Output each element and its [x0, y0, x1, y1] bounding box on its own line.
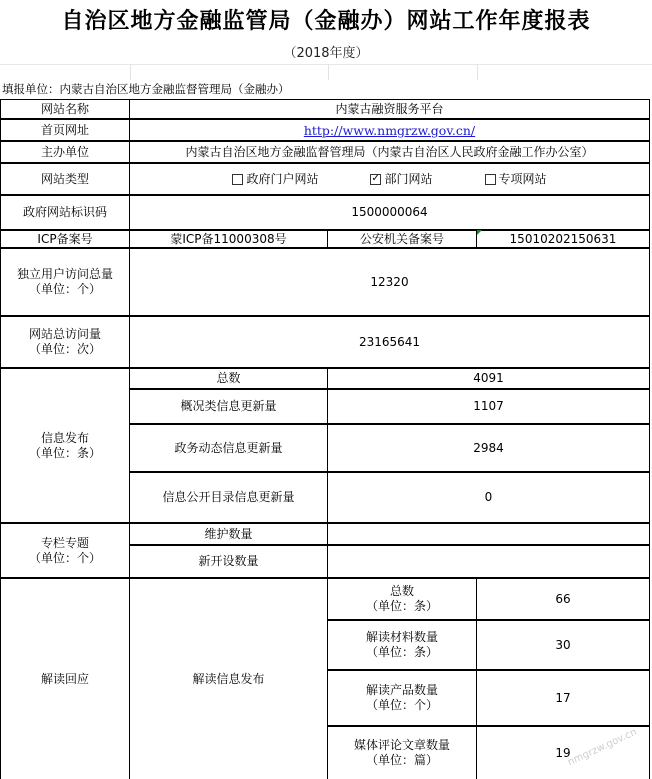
- interp-total-label: 总数 （单位：条）: [327, 578, 477, 620]
- checkbox-checked-icon[interactable]: [370, 174, 381, 185]
- interp-material-label: 解读材料数量 （单位：条）: [327, 620, 477, 670]
- interp-media-value: 19: [476, 726, 650, 779]
- info-total-value: 4091: [327, 368, 650, 389]
- checkbox-icon[interactable]: [232, 174, 243, 185]
- column-maintain-value: [327, 523, 650, 545]
- interp-media-label: 媒体评论文章数量 （单位：篇）: [327, 726, 477, 779]
- column-label: 专栏专题 （单位：个）: [0, 523, 130, 578]
- watermark: nmgrzw.gov.cn: [566, 726, 639, 769]
- info-label: 信息发布 （单位：条）: [0, 368, 130, 523]
- sponsor-label: 主办单位: [0, 141, 130, 163]
- uv-label: 独立用户访问总量 （单位：个）: [0, 248, 130, 316]
- grid-line: [130, 64, 131, 80]
- checkbox-icon[interactable]: [485, 174, 496, 185]
- site-type-label: 网站类型: [0, 163, 130, 195]
- column-new-label: 新开设数量: [129, 545, 328, 578]
- column-maintain-label: 维护数量: [129, 523, 328, 545]
- site-type-portal[interactable]: 政府门户网站: [232, 172, 318, 187]
- psb-value: 15010202150631: [476, 230, 650, 248]
- interp-label: 解读回应: [0, 578, 130, 779]
- icp-label: ICP备案号: [0, 230, 130, 248]
- grid-line: [477, 64, 478, 80]
- interp-total-value: 66: [476, 578, 650, 620]
- info-news-value: 2984: [327, 424, 650, 472]
- filler-unit: 填报单位：内蒙古自治区地方金融监督管理局（金融办）: [2, 82, 290, 96]
- gov-id-value: 1500000064: [129, 195, 650, 230]
- pv-label: 网站总访问量 （单位：次）: [0, 316, 130, 368]
- icp-value: 蒙ICP备11000308号: [129, 230, 328, 248]
- interp-product-value: 17: [476, 670, 650, 726]
- site-type-options: [129, 163, 650, 195]
- blank-row: [0, 64, 652, 81]
- comment-marker-icon: [477, 230, 482, 235]
- homepage-link[interactable]: http://www.nmgrzw.gov.cn/: [303, 122, 476, 138]
- sponsor-value: 内蒙古自治区地方金融监督管理局（内蒙古自治区人民政府金融工作办公室）: [129, 141, 650, 163]
- column-new-value: [327, 545, 650, 578]
- info-catalog-label: 信息公开目录信息更新量: [129, 472, 328, 523]
- grid-line: [328, 64, 329, 80]
- homepage-label: 首页网址: [0, 119, 130, 141]
- homepage-cell: [129, 119, 650, 141]
- interp-material-value: 30: [476, 620, 650, 670]
- info-overview-value: 1107: [327, 389, 650, 424]
- info-total-label: 总数: [129, 368, 328, 389]
- info-overview-label: 概况类信息更新量: [129, 389, 328, 424]
- gov-id-label: 政府网站标识码: [0, 195, 130, 230]
- info-news-label: 政务动态信息更新量: [129, 424, 328, 472]
- interp-product-label: 解读产品数量 （单位：个）: [327, 670, 477, 726]
- psb-label: 公安机关备案号: [327, 230, 477, 248]
- site-name-value: 内蒙古融资服务平台: [129, 99, 650, 119]
- site-name-label: 网站名称: [0, 99, 130, 119]
- site-type-special[interactable]: 专项网站: [485, 172, 547, 187]
- interp-sub-label: 解读信息发布: [129, 578, 328, 779]
- report-title: 自治区地方金融监管局（金融办）网站工作年度报表: [61, 9, 591, 34]
- uv-value: 12320: [129, 248, 650, 316]
- pv-value: 23165641: [129, 316, 650, 368]
- info-catalog-value: 0: [327, 472, 650, 523]
- report-year: （2018年度）: [283, 46, 369, 61]
- site-type-department[interactable]: ✓ 部门网站: [370, 172, 432, 187]
